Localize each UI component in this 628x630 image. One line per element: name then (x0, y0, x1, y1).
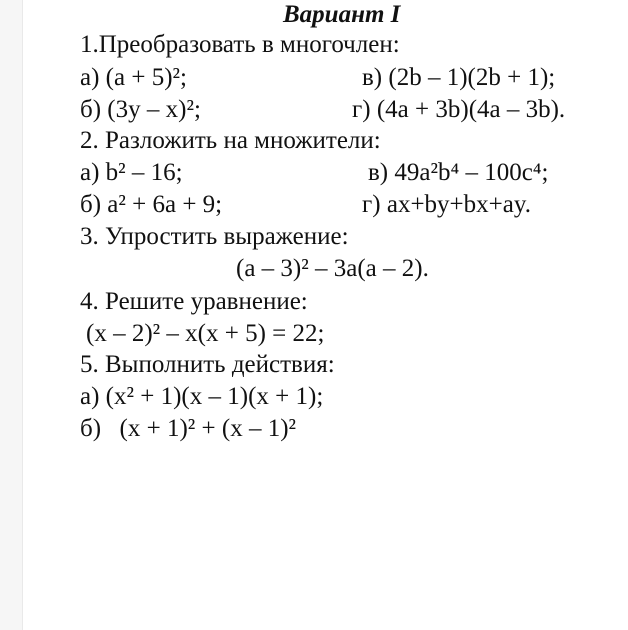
task2-v-expr: 49a²b⁴ – 100c⁴; (394, 159, 549, 186)
task1-heading: 1.Преобразовать в многочлен: (80, 31, 400, 58)
page-left-edge (0, 0, 23, 630)
task2-item-v (368, 158, 548, 188)
task1-item-b (80, 95, 201, 125)
task1-item-g (352, 95, 565, 125)
task2-item-a (80, 158, 183, 188)
task2-a-expr: b² – 16; (105, 159, 183, 186)
task5-b-label: б) (80, 415, 102, 442)
task5-b-expr: (x + 1)² + (x – 1)² (119, 415, 297, 442)
task2-item-b (80, 190, 222, 220)
task3-heading: 3. Упростить выражение: (80, 223, 349, 250)
task1-b-label: б) (80, 96, 102, 123)
task2-b-label: б) (80, 191, 102, 218)
task3-expression: (a – 3)² – 3a(a – 2). (236, 255, 429, 282)
task1-g-expr: (4a + 3b)(4a – 3b). (376, 96, 566, 123)
task1-v-label: в) (362, 64, 383, 91)
task2-v-label: в) (368, 159, 389, 186)
task1-g-label: г) (352, 96, 371, 123)
task5-item-b (80, 414, 296, 444)
task1-item-a (80, 63, 187, 93)
task5-a-expr: (x² + 1)(x – 1)(x + 1); (105, 383, 324, 410)
task1-a-label: а) (80, 64, 100, 91)
task5-heading: 5. Выполнить действия: (80, 351, 335, 378)
variant-title: Вариант I (283, 1, 401, 28)
task2-item-g (362, 190, 531, 220)
task2-b-expr: a² + 6a + 9; (107, 191, 223, 218)
task4-equation: (x – 2)² – x(x + 5) = 22; (86, 320, 325, 347)
task1-item-v (362, 63, 555, 93)
task2-g-label: г) (362, 191, 381, 218)
task1-b-expr: (3y – x)²; (107, 96, 201, 123)
task1-a-expr: (a + 5)²; (105, 64, 187, 91)
task4-heading: 4. Решите уравнение: (80, 288, 308, 315)
task2-a-label: а) (80, 159, 100, 186)
task5-a-label: а) (80, 383, 100, 410)
task1-v-expr: (2b – 1)(2b + 1); (388, 64, 556, 91)
task2-heading: 2. Разложить на множители: (80, 127, 381, 154)
task2-g-expr: ax+by+bx+ay. (386, 191, 531, 218)
task5-item-a (80, 382, 323, 412)
